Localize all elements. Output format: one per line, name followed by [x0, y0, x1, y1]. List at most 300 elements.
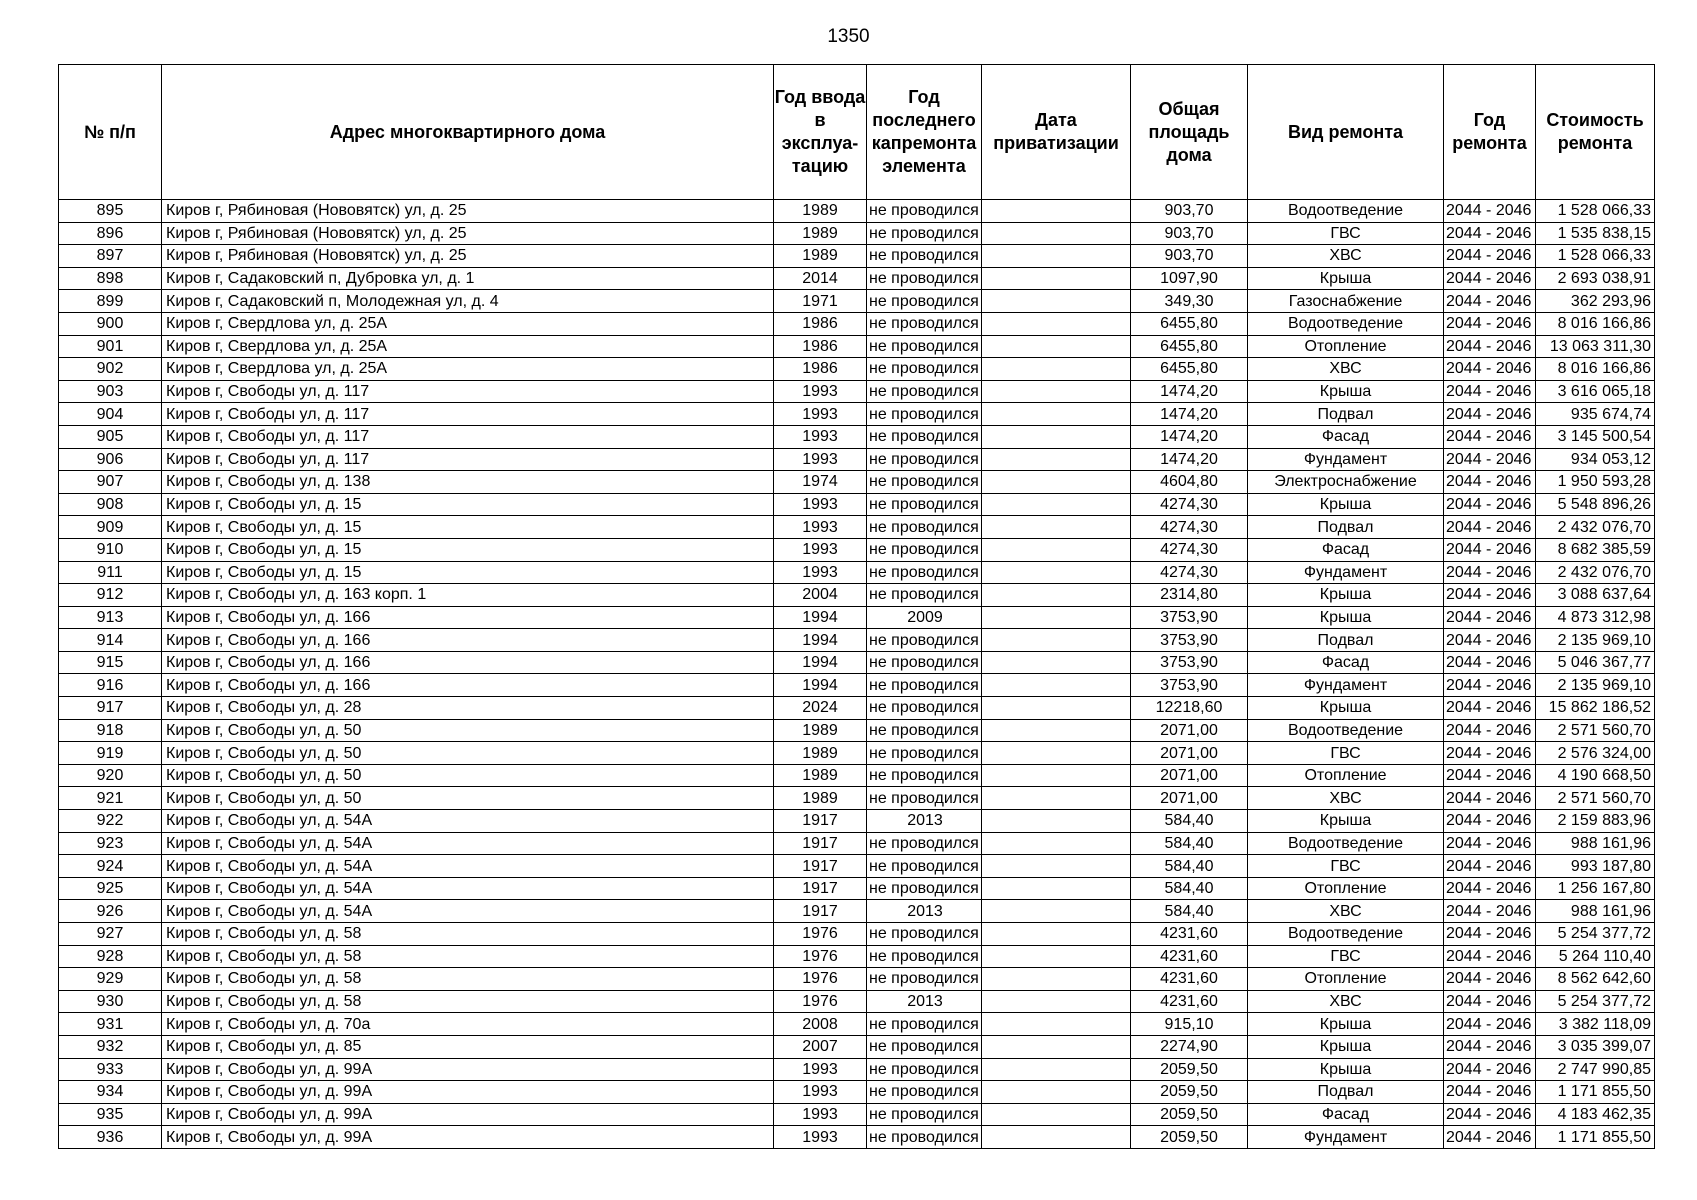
cell-year-built: 1989	[774, 742, 867, 765]
cell-area: 6455,80	[1131, 312, 1248, 335]
cell-repair-type: Водоотведение	[1248, 719, 1444, 742]
cell-year-built: 1993	[774, 448, 867, 471]
table-row	[59, 516, 1655, 539]
cell-repair-type: Крыша	[1248, 1035, 1444, 1058]
cell-repair-type: Крыша	[1248, 697, 1444, 720]
cell-num: 915	[59, 651, 162, 674]
table-row	[59, 923, 1655, 946]
cell-area: 915,10	[1131, 1013, 1248, 1036]
cell-area: 903,70	[1131, 245, 1248, 268]
cell-last-repair: не проводился	[867, 651, 982, 674]
cell-repair-year: 2044 - 2046	[1444, 674, 1536, 697]
table-row	[59, 1035, 1655, 1058]
header-repair-year: Год ремонта	[1444, 65, 1536, 200]
cell-repair-type: Фундамент	[1248, 674, 1444, 697]
cell-repair-year: 2044 - 2046	[1444, 651, 1536, 674]
cell-privatization	[982, 697, 1131, 720]
cell-last-repair: не проводился	[867, 1058, 982, 1081]
cell-year-built: 1989	[774, 787, 867, 810]
cell-num: 907	[59, 471, 162, 494]
cell-repair-type: Фундамент	[1248, 1126, 1444, 1149]
cell-privatization	[982, 380, 1131, 403]
header-row	[59, 65, 1655, 200]
cell-repair-year: 2044 - 2046	[1444, 810, 1536, 833]
cell-area: 2059,50	[1131, 1058, 1248, 1081]
cell-area: 1474,20	[1131, 425, 1248, 448]
cell-num: 914	[59, 629, 162, 652]
cell-privatization	[982, 651, 1131, 674]
cell-privatization	[982, 832, 1131, 855]
cell-area: 584,40	[1131, 810, 1248, 833]
cell-repair-year: 2044 - 2046	[1444, 1058, 1536, 1081]
cell-address: Киров г, Свободы ул, д. 99А	[162, 1081, 774, 1104]
cell-last-repair: не проводился	[867, 855, 982, 878]
cell-year-built: 1976	[774, 968, 867, 991]
table-row	[59, 493, 1655, 516]
cell-privatization	[982, 900, 1131, 923]
cell-cost: 1 950 593,28	[1536, 471, 1655, 494]
cell-repair-type: ХВС	[1248, 900, 1444, 923]
cell-address: Киров г, Рябиновая (Нововятск) ул, д. 25	[162, 222, 774, 245]
cell-repair-type: ХВС	[1248, 358, 1444, 381]
cell-num: 906	[59, 448, 162, 471]
cell-last-repair: не проводился	[867, 764, 982, 787]
cell-num: 901	[59, 335, 162, 358]
cell-repair-type: Водоотведение	[1248, 923, 1444, 946]
table-row	[59, 267, 1655, 290]
table-header	[59, 65, 1655, 200]
cell-repair-year: 2044 - 2046	[1444, 787, 1536, 810]
cell-num: 918	[59, 719, 162, 742]
cell-address: Киров г, Свободы ул, д. 15	[162, 516, 774, 539]
cell-last-repair: 2013	[867, 990, 982, 1013]
cell-address: Киров г, Свободы ул, д. 99А	[162, 1103, 774, 1126]
header-area: Общая площадь дома	[1131, 65, 1248, 200]
cell-cost: 2 576 324,00	[1536, 742, 1655, 765]
cell-repair-year: 2044 - 2046	[1444, 1081, 1536, 1104]
cell-year-built: 1993	[774, 1126, 867, 1149]
cell-repair-year: 2044 - 2046	[1444, 629, 1536, 652]
cell-repair-year: 2044 - 2046	[1444, 448, 1536, 471]
cell-year-built: 1986	[774, 358, 867, 381]
cell-privatization	[982, 1058, 1131, 1081]
cell-repair-year: 2044 - 2046	[1444, 855, 1536, 878]
cell-last-repair: не проводился	[867, 1126, 982, 1149]
cell-area: 584,40	[1131, 855, 1248, 878]
table-row	[59, 448, 1655, 471]
repair-register-table	[58, 64, 1655, 1149]
table-row	[59, 651, 1655, 674]
cell-privatization	[982, 358, 1131, 381]
table-row	[59, 1103, 1655, 1126]
cell-last-repair: не проводился	[867, 1013, 982, 1036]
cell-area: 2059,50	[1131, 1081, 1248, 1104]
cell-privatization	[982, 245, 1131, 268]
cell-num: 928	[59, 945, 162, 968]
cell-repair-year: 2044 - 2046	[1444, 990, 1536, 1013]
table-row	[59, 1126, 1655, 1149]
cell-area: 6455,80	[1131, 335, 1248, 358]
cell-num: 902	[59, 358, 162, 381]
cell-address: Киров г, Свободы ул, д. 50	[162, 764, 774, 787]
cell-privatization	[982, 267, 1131, 290]
cell-address: Киров г, Свободы ул, д. 50	[162, 742, 774, 765]
cell-year-built: 1917	[774, 877, 867, 900]
cell-repair-type: Фасад	[1248, 651, 1444, 674]
table-row	[59, 832, 1655, 855]
cell-repair-type: Крыша	[1248, 1058, 1444, 1081]
cell-num: 903	[59, 380, 162, 403]
cell-num: 916	[59, 674, 162, 697]
cell-cost: 2 432 076,70	[1536, 561, 1655, 584]
cell-area: 584,40	[1131, 832, 1248, 855]
cell-num: 936	[59, 1126, 162, 1149]
table-row	[59, 312, 1655, 335]
cell-address: Киров г, Свободы ул, д. 166	[162, 651, 774, 674]
cell-num: 920	[59, 764, 162, 787]
cell-year-built: 1989	[774, 245, 867, 268]
cell-cost: 988 161,96	[1536, 832, 1655, 855]
cell-year-built: 1994	[774, 651, 867, 674]
cell-repair-year: 2044 - 2046	[1444, 267, 1536, 290]
cell-cost: 1 171 855,50	[1536, 1081, 1655, 1104]
cell-area: 2071,00	[1131, 764, 1248, 787]
cell-last-repair: 2009	[867, 606, 982, 629]
cell-address: Киров г, Свободы ул, д. 117	[162, 448, 774, 471]
cell-repair-type: Водоотведение	[1248, 832, 1444, 855]
cell-address: Киров г, Свободы ул, д. 15	[162, 538, 774, 561]
cell-repair-type: Отопление	[1248, 764, 1444, 787]
cell-address: Киров г, Свободы ул, д. 54А	[162, 810, 774, 833]
cell-cost: 2 693 038,91	[1536, 267, 1655, 290]
cell-address: Киров г, Свободы ул, д. 58	[162, 945, 774, 968]
cell-last-repair: не проводился	[867, 561, 982, 584]
cell-repair-type: Водоотведение	[1248, 312, 1444, 335]
cell-privatization	[982, 1081, 1131, 1104]
cell-last-repair: не проводился	[867, 719, 982, 742]
table-row	[59, 335, 1655, 358]
cell-num: 917	[59, 697, 162, 720]
header-year-built: Год ввода в эксплуа-тацию	[774, 65, 867, 200]
cell-area: 6455,80	[1131, 358, 1248, 381]
cell-privatization	[982, 810, 1131, 833]
cell-year-built: 1989	[774, 222, 867, 245]
cell-cost: 1 535 838,15	[1536, 222, 1655, 245]
cell-num: 925	[59, 877, 162, 900]
table-body	[59, 200, 1655, 1149]
cell-num: 900	[59, 312, 162, 335]
table-row	[59, 742, 1655, 765]
cell-year-built: 1986	[774, 335, 867, 358]
cell-num: 927	[59, 923, 162, 946]
cell-last-repair: не проводился	[867, 945, 982, 968]
cell-last-repair: не проводился	[867, 538, 982, 561]
cell-repair-year: 2044 - 2046	[1444, 945, 1536, 968]
cell-year-built: 2004	[774, 584, 867, 607]
cell-cost: 2 432 076,70	[1536, 516, 1655, 539]
cell-cost: 4 190 668,50	[1536, 764, 1655, 787]
cell-cost: 2 571 560,70	[1536, 719, 1655, 742]
cell-year-built: 1986	[774, 312, 867, 335]
cell-privatization	[982, 719, 1131, 742]
cell-repair-year: 2044 - 2046	[1444, 403, 1536, 426]
cell-last-repair: 2013	[867, 810, 982, 833]
cell-repair-year: 2044 - 2046	[1444, 538, 1536, 561]
cell-year-built: 1993	[774, 1081, 867, 1104]
cell-cost: 3 616 065,18	[1536, 380, 1655, 403]
cell-repair-year: 2044 - 2046	[1444, 290, 1536, 313]
cell-area: 3753,90	[1131, 629, 1248, 652]
table-row	[59, 1058, 1655, 1081]
cell-privatization	[982, 538, 1131, 561]
cell-cost: 3 145 500,54	[1536, 425, 1655, 448]
cell-privatization	[982, 945, 1131, 968]
cell-address: Киров г, Свободы ул, д. 117	[162, 403, 774, 426]
cell-privatization	[982, 606, 1131, 629]
cell-repair-year: 2044 - 2046	[1444, 719, 1536, 742]
cell-cost: 5 254 377,72	[1536, 923, 1655, 946]
cell-repair-year: 2044 - 2046	[1444, 471, 1536, 494]
cell-num: 897	[59, 245, 162, 268]
cell-num: 935	[59, 1103, 162, 1126]
cell-repair-year: 2044 - 2046	[1444, 516, 1536, 539]
cell-last-repair: не проводился	[867, 629, 982, 652]
cell-year-built: 2008	[774, 1013, 867, 1036]
cell-num: 929	[59, 968, 162, 991]
cell-privatization	[982, 877, 1131, 900]
cell-repair-type: Отопление	[1248, 877, 1444, 900]
cell-repair-type: Подвал	[1248, 1081, 1444, 1104]
cell-privatization	[982, 1126, 1131, 1149]
cell-privatization	[982, 290, 1131, 313]
cell-cost: 993 187,80	[1536, 855, 1655, 878]
cell-cost: 2 571 560,70	[1536, 787, 1655, 810]
cell-area: 4274,30	[1131, 538, 1248, 561]
cell-repair-type: Крыша	[1248, 1013, 1444, 1036]
cell-cost: 8 016 166,86	[1536, 358, 1655, 381]
cell-cost: 1 256 167,80	[1536, 877, 1655, 900]
cell-num: 932	[59, 1035, 162, 1058]
cell-area: 3753,90	[1131, 674, 1248, 697]
cell-last-repair: не проводился	[867, 448, 982, 471]
cell-last-repair: не проводился	[867, 358, 982, 381]
table-row	[59, 855, 1655, 878]
cell-address: Киров г, Свободы ул, д. 58	[162, 990, 774, 1013]
cell-address: Киров г, Свободы ул, д. 15	[162, 493, 774, 516]
table-row	[59, 990, 1655, 1013]
cell-repair-type: ХВС	[1248, 245, 1444, 268]
cell-repair-type: Подвал	[1248, 403, 1444, 426]
cell-area: 4274,30	[1131, 493, 1248, 516]
cell-year-built: 2024	[774, 697, 867, 720]
cell-repair-type: Фасад	[1248, 425, 1444, 448]
cell-year-built: 1974	[774, 471, 867, 494]
cell-last-repair: не проводился	[867, 312, 982, 335]
table-row	[59, 674, 1655, 697]
table-row	[59, 584, 1655, 607]
cell-privatization	[982, 584, 1131, 607]
cell-num: 905	[59, 425, 162, 448]
cell-area: 1474,20	[1131, 403, 1248, 426]
cell-repair-year: 2044 - 2046	[1444, 312, 1536, 335]
cell-address: Киров г, Рябиновая (Нововятск) ул, д. 25	[162, 200, 774, 223]
cell-repair-type: Отопление	[1248, 968, 1444, 991]
cell-repair-type: Подвал	[1248, 516, 1444, 539]
cell-num: 926	[59, 900, 162, 923]
cell-repair-type: ГВС	[1248, 945, 1444, 968]
cell-year-built: 2014	[774, 267, 867, 290]
cell-cost: 4 873 312,98	[1536, 606, 1655, 629]
cell-num: 899	[59, 290, 162, 313]
cell-num: 898	[59, 267, 162, 290]
cell-repair-year: 2044 - 2046	[1444, 493, 1536, 516]
cell-repair-type: ГВС	[1248, 855, 1444, 878]
cell-repair-type: Фасад	[1248, 538, 1444, 561]
cell-area: 4274,30	[1131, 561, 1248, 584]
cell-privatization	[982, 629, 1131, 652]
cell-last-repair: не проводился	[867, 674, 982, 697]
table-row	[59, 200, 1655, 223]
cell-privatization	[982, 493, 1131, 516]
cell-last-repair: не проводился	[867, 425, 982, 448]
cell-cost: 5 264 110,40	[1536, 945, 1655, 968]
cell-area: 2059,50	[1131, 1103, 1248, 1126]
cell-privatization	[982, 855, 1131, 878]
table-row	[59, 764, 1655, 787]
cell-last-repair: не проводился	[867, 200, 982, 223]
cell-year-built: 1976	[774, 990, 867, 1013]
cell-cost: 934 053,12	[1536, 448, 1655, 471]
cell-area: 584,40	[1131, 900, 1248, 923]
cell-cost: 1 171 855,50	[1536, 1126, 1655, 1149]
cell-year-built: 1993	[774, 403, 867, 426]
cell-num: 922	[59, 810, 162, 833]
cell-privatization	[982, 787, 1131, 810]
cell-area: 3753,90	[1131, 651, 1248, 674]
cell-year-built: 1989	[774, 719, 867, 742]
header-privatization: Дата приватизации	[982, 65, 1131, 200]
cell-privatization	[982, 448, 1131, 471]
table-row	[59, 403, 1655, 426]
table-row	[59, 877, 1655, 900]
table-row	[59, 1013, 1655, 1036]
cell-repair-year: 2044 - 2046	[1444, 561, 1536, 584]
cell-repair-year: 2044 - 2046	[1444, 742, 1536, 765]
cell-repair-type: Подвал	[1248, 629, 1444, 652]
cell-num: 904	[59, 403, 162, 426]
cell-year-built: 1971	[774, 290, 867, 313]
cell-repair-year: 2044 - 2046	[1444, 380, 1536, 403]
cell-address: Киров г, Свободы ул, д. 85	[162, 1035, 774, 1058]
cell-area: 903,70	[1131, 222, 1248, 245]
cell-address: Киров г, Свободы ул, д. 54А	[162, 855, 774, 878]
cell-privatization	[982, 425, 1131, 448]
cell-last-repair: не проводился	[867, 222, 982, 245]
cell-num: 895	[59, 200, 162, 223]
cell-area: 4231,60	[1131, 945, 1248, 968]
cell-address: Киров г, Свободы ул, д. 50	[162, 787, 774, 810]
cell-repair-type: ХВС	[1248, 990, 1444, 1013]
cell-last-repair: не проводился	[867, 877, 982, 900]
cell-privatization	[982, 968, 1131, 991]
table-row	[59, 606, 1655, 629]
cell-num: 919	[59, 742, 162, 765]
cell-num: 921	[59, 787, 162, 810]
cell-repair-year: 2044 - 2046	[1444, 200, 1536, 223]
cell-privatization	[982, 1013, 1131, 1036]
cell-last-repair: не проводился	[867, 380, 982, 403]
cell-area: 349,30	[1131, 290, 1248, 313]
cell-area: 4231,60	[1131, 923, 1248, 946]
header-last-repair: Год последнего капремонта элемента	[867, 65, 982, 200]
cell-privatization	[982, 923, 1131, 946]
cell-cost: 2 135 969,10	[1536, 674, 1655, 697]
cell-address: Киров г, Рябиновая (Нововятск) ул, д. 25	[162, 245, 774, 268]
cell-year-built: 1917	[774, 810, 867, 833]
cell-area: 2071,00	[1131, 719, 1248, 742]
cell-area: 2071,00	[1131, 742, 1248, 765]
cell-year-built: 1917	[774, 900, 867, 923]
cell-repair-year: 2044 - 2046	[1444, 923, 1536, 946]
cell-last-repair: не проводился	[867, 471, 982, 494]
cell-repair-year: 2044 - 2046	[1444, 832, 1536, 855]
cell-privatization	[982, 990, 1131, 1013]
cell-last-repair: не проводился	[867, 493, 982, 516]
cell-repair-type: ХВС	[1248, 787, 1444, 810]
table-row	[59, 719, 1655, 742]
cell-address: Киров г, Свободы ул, д. 54А	[162, 900, 774, 923]
header-num: № п/п	[59, 65, 162, 200]
cell-address: Киров г, Свободы ул, д. 166	[162, 606, 774, 629]
cell-cost: 362 293,96	[1536, 290, 1655, 313]
cell-repair-year: 2044 - 2046	[1444, 764, 1536, 787]
cell-repair-year: 2044 - 2046	[1444, 584, 1536, 607]
cell-year-built: 1993	[774, 561, 867, 584]
cell-address: Киров г, Свободы ул, д. 50	[162, 719, 774, 742]
cell-num: 913	[59, 606, 162, 629]
table-row	[59, 471, 1655, 494]
cell-repair-year: 2044 - 2046	[1444, 968, 1536, 991]
cell-address: Киров г, Свободы ул, д. 163 корп. 1	[162, 584, 774, 607]
table-row	[59, 358, 1655, 381]
cell-repair-type: Фундамент	[1248, 448, 1444, 471]
cell-last-repair: не проводился	[867, 787, 982, 810]
table-row	[59, 561, 1655, 584]
cell-repair-year: 2044 - 2046	[1444, 1035, 1536, 1058]
cell-cost: 5 254 377,72	[1536, 990, 1655, 1013]
cell-address: Киров г, Свободы ул, д. 117	[162, 380, 774, 403]
cell-area: 2274,90	[1131, 1035, 1248, 1058]
cell-num: 930	[59, 990, 162, 1013]
header-cost: Стоимость ремонта	[1536, 65, 1655, 200]
cell-address: Киров г, Свердлова ул, д. 25А	[162, 312, 774, 335]
cell-address: Киров г, Свободы ул, д. 166	[162, 629, 774, 652]
cell-repair-year: 2044 - 2046	[1444, 1126, 1536, 1149]
table-row	[59, 968, 1655, 991]
cell-last-repair: не проводился	[867, 290, 982, 313]
cell-year-built: 1994	[774, 606, 867, 629]
cell-repair-type: Крыша	[1248, 493, 1444, 516]
cell-address: Киров г, Свободы ул, д. 28	[162, 697, 774, 720]
cell-cost: 5 046 367,77	[1536, 651, 1655, 674]
table-row	[59, 538, 1655, 561]
cell-cost: 2 159 883,96	[1536, 810, 1655, 833]
cell-year-built: 1989	[774, 200, 867, 223]
table-row	[59, 629, 1655, 652]
cell-address: Киров г, Садаковский п, Молодежная ул, д. 4	[162, 290, 774, 313]
cell-area: 2071,00	[1131, 787, 1248, 810]
table-row	[59, 1081, 1655, 1104]
